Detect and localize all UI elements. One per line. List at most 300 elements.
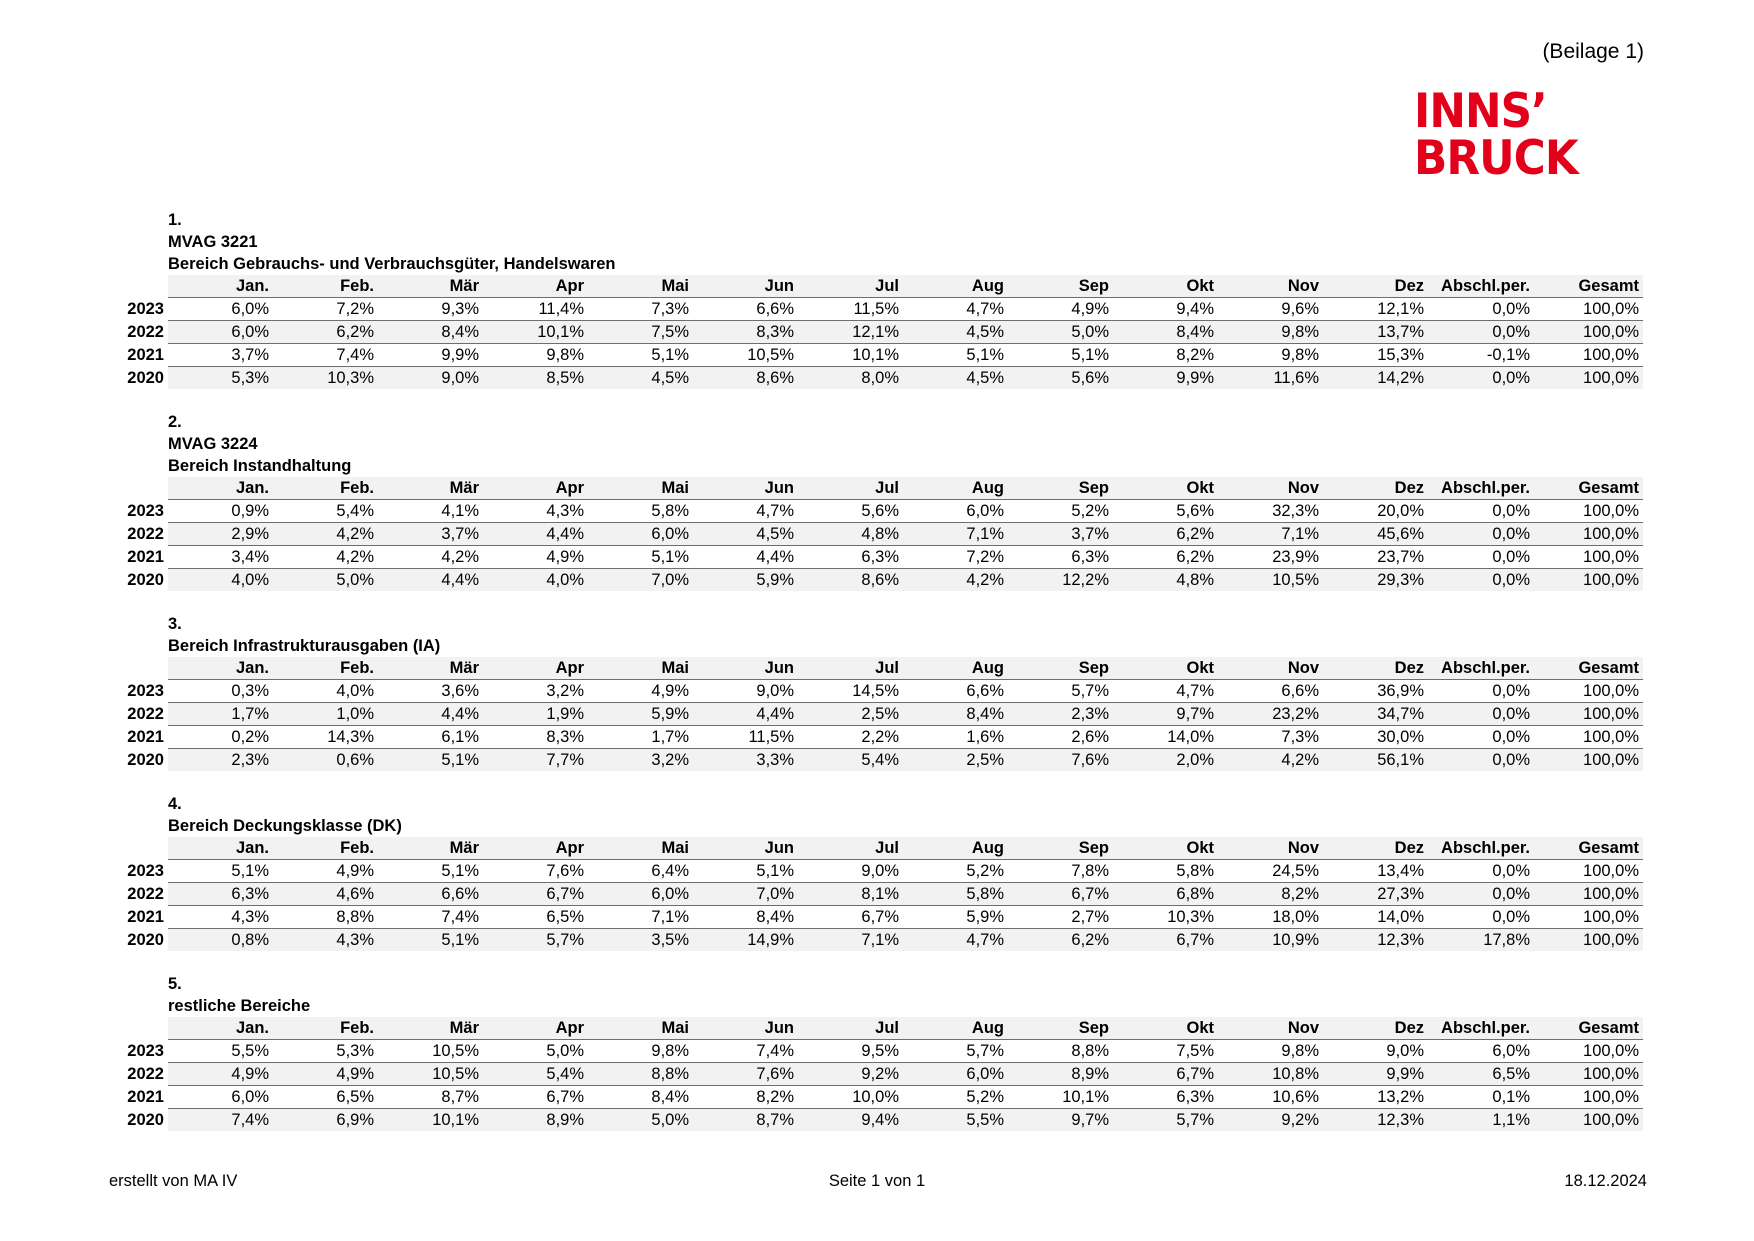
table-cell: 34,7% [1323, 703, 1428, 726]
table-cell: 8,2% [1113, 344, 1218, 367]
table-cell: 5,4% [483, 1063, 588, 1086]
column-header: Sep [1008, 275, 1113, 298]
table-cell: 1,7% [588, 726, 693, 749]
table-cell: 8,3% [483, 726, 588, 749]
table-cell: 7,1% [1218, 523, 1323, 546]
table-cell: -0,1% [1428, 344, 1534, 367]
section-heading-line: Bereich Instandhaltung [168, 457, 352, 475]
table-cell: 5,1% [378, 860, 483, 883]
table-cell: 4,0% [168, 569, 273, 592]
column-header: Jun [693, 275, 798, 298]
table-cell: 4,2% [1218, 749, 1323, 772]
table-cell: 2,5% [903, 749, 1008, 772]
table-cell: 12,1% [1323, 298, 1428, 321]
footer-page-number: Seite 1 von 1 [828, 1172, 926, 1190]
table-cell: 11,6% [1218, 367, 1323, 390]
table-cell: 32,3% [1218, 500, 1323, 523]
table-cell: 9,8% [588, 1040, 693, 1063]
table-header-row [118, 837, 1643, 860]
table-cell: 14,0% [1113, 726, 1218, 749]
table-cell: 8,3% [693, 321, 798, 344]
column-header: Mai [588, 477, 693, 500]
column-header: Jul [798, 657, 903, 680]
table-cell: 17,8% [1428, 929, 1534, 952]
header-corner [118, 657, 168, 680]
table-cell: 4,7% [693, 500, 798, 523]
column-header: Mär [378, 1017, 483, 1040]
table-cell: 3,5% [588, 929, 693, 952]
table-cell: 7,3% [1218, 726, 1323, 749]
table-cell: 8,5% [483, 367, 588, 390]
table-cell: 29,3% [1323, 569, 1428, 592]
table-cell: 8,6% [693, 367, 798, 390]
table-cell: 100,0% [1534, 546, 1643, 569]
table-cell: 6,0% [168, 321, 273, 344]
table-cell: 6,0% [588, 883, 693, 906]
table-row [118, 703, 1643, 726]
table-cell: 8,7% [378, 1086, 483, 1109]
table-cell: 6,1% [378, 726, 483, 749]
table-cell: 8,4% [693, 906, 798, 929]
percentage-table [118, 275, 1643, 389]
table-cell: 15,3% [1323, 344, 1428, 367]
header-corner [118, 837, 168, 860]
column-header: Nov [1218, 275, 1323, 298]
table-cell: 3,6% [378, 680, 483, 703]
row-year: 2020 [118, 749, 168, 772]
table-cell: 6,9% [273, 1109, 378, 1132]
table-cell: 8,8% [273, 906, 378, 929]
table-cell: 5,4% [273, 500, 378, 523]
column-header: Apr [483, 837, 588, 860]
table-cell: 4,6% [273, 883, 378, 906]
section-5 [118, 973, 1643, 1131]
column-header: Gesamt [1534, 1017, 1643, 1040]
table-cell: 10,3% [273, 367, 378, 390]
table-cell: 4,3% [483, 500, 588, 523]
table-cell: 4,7% [1113, 680, 1218, 703]
table-cell: 9,7% [1113, 703, 1218, 726]
table-cell: 4,4% [378, 703, 483, 726]
table-cell: 6,6% [903, 680, 1008, 703]
table-cell: 7,1% [798, 929, 903, 952]
table-cell: 6,7% [1113, 929, 1218, 952]
table-cell: 6,0% [903, 500, 1008, 523]
table-cell: 4,1% [378, 500, 483, 523]
section-heading [168, 209, 1643, 275]
table-cell: 7,0% [693, 883, 798, 906]
table-cell: 14,9% [693, 929, 798, 952]
column-header: Feb. [273, 275, 378, 298]
header-corner [118, 275, 168, 298]
section-heading-line: MVAG 3221 [168, 233, 258, 251]
table-cell: 1,7% [168, 703, 273, 726]
table-row [118, 298, 1643, 321]
table-cell: 100,0% [1534, 1086, 1643, 1109]
table-cell: 0,0% [1428, 860, 1534, 883]
table-cell: 9,8% [483, 344, 588, 367]
table-cell: 10,6% [1218, 1086, 1323, 1109]
column-header: Jun [693, 837, 798, 860]
table-cell: 0,0% [1428, 680, 1534, 703]
table-cell: 8,8% [588, 1063, 693, 1086]
table-cell: 6,5% [273, 1086, 378, 1109]
table-cell: 5,3% [273, 1040, 378, 1063]
table-cell: 7,5% [1113, 1040, 1218, 1063]
column-header: Jan. [168, 275, 273, 298]
table-cell: 9,2% [798, 1063, 903, 1086]
table-cell: 5,9% [903, 906, 1008, 929]
column-header: Jun [693, 477, 798, 500]
table-cell: 20,0% [1323, 500, 1428, 523]
table-cell: 9,9% [1113, 367, 1218, 390]
table-cell: 5,1% [378, 749, 483, 772]
table-cell: 100,0% [1534, 749, 1643, 772]
table-cell: 0,0% [1428, 703, 1534, 726]
column-header: Jan. [168, 477, 273, 500]
table-cell: 4,2% [273, 523, 378, 546]
row-year: 2022 [118, 703, 168, 726]
table-cell: 12,1% [798, 321, 903, 344]
column-header: Jan. [168, 1017, 273, 1040]
table-cell: 5,7% [1113, 1109, 1218, 1132]
column-header: Aug [903, 1017, 1008, 1040]
column-header: Gesamt [1534, 275, 1643, 298]
table-cell: 5,0% [483, 1040, 588, 1063]
column-header: Mai [588, 837, 693, 860]
table-cell: 2,3% [168, 749, 273, 772]
table-cell: 14,2% [1323, 367, 1428, 390]
column-header: Sep [1008, 837, 1113, 860]
table-cell: 5,1% [1008, 344, 1113, 367]
table-cell: 0,8% [168, 929, 273, 952]
table-cell: 11,5% [798, 298, 903, 321]
table-cell: 13,2% [1323, 1086, 1428, 1109]
table-cell: 1,9% [483, 703, 588, 726]
column-header: Dez [1323, 837, 1428, 860]
logo-line-2: BRUCK [1414, 131, 1578, 186]
column-header: Feb. [273, 837, 378, 860]
table-cell: 8,7% [693, 1109, 798, 1132]
table-cell: 1,6% [903, 726, 1008, 749]
table-cell: 5,1% [693, 860, 798, 883]
column-header: Aug [903, 477, 1008, 500]
table-cell: 7,6% [693, 1063, 798, 1086]
table-cell: 7,4% [168, 1109, 273, 1132]
table-cell: 0,0% [1428, 883, 1534, 906]
table-row [118, 1109, 1643, 1132]
table-cell: 9,8% [1218, 1040, 1323, 1063]
column-header: Jul [798, 1017, 903, 1040]
column-header: Gesamt [1534, 837, 1643, 860]
table-cell: 10,5% [378, 1063, 483, 1086]
table-cell: 4,4% [378, 569, 483, 592]
row-year: 2023 [118, 680, 168, 703]
table-cell: 6,7% [1008, 883, 1113, 906]
table-cell: 11,5% [693, 726, 798, 749]
table-cell: 5,5% [168, 1040, 273, 1063]
table-cell: 10,1% [378, 1109, 483, 1132]
column-header: Mär [378, 837, 483, 860]
table-cell: 7,2% [273, 298, 378, 321]
column-header: Abschl.per. [1428, 275, 1534, 298]
table-cell: 5,6% [1113, 500, 1218, 523]
table-cell: 7,6% [1008, 749, 1113, 772]
table-row [118, 321, 1643, 344]
table-cell: 8,9% [1008, 1063, 1113, 1086]
row-year: 2020 [118, 1109, 168, 1132]
table-cell: 6,0% [588, 523, 693, 546]
table-cell: 6,2% [1008, 929, 1113, 952]
column-header: Jun [693, 1017, 798, 1040]
table-cell: 4,3% [168, 906, 273, 929]
section-heading [168, 411, 1643, 477]
column-header: Nov [1218, 1017, 1323, 1040]
table-cell: 0,2% [168, 726, 273, 749]
table-header-row [118, 477, 1643, 500]
table-cell: 7,4% [378, 906, 483, 929]
table-cell: 6,7% [483, 1086, 588, 1109]
table-cell: 0,0% [1428, 523, 1534, 546]
footer-author: erstellt von MA IV [109, 1172, 238, 1190]
section-heading-line: Bereich Gebrauchs- und Verbrauchsgüter, Handelswaren [168, 255, 616, 273]
table-cell: 8,9% [483, 1109, 588, 1132]
table-cell: 6,5% [483, 906, 588, 929]
column-header: Mai [588, 275, 693, 298]
table-cell: 0,0% [1428, 500, 1534, 523]
column-header: Apr [483, 1017, 588, 1040]
column-header: Nov [1218, 837, 1323, 860]
table-cell: 4,7% [903, 929, 1008, 952]
row-year: 2023 [118, 860, 168, 883]
table-cell: 3,7% [378, 523, 483, 546]
section-heading [168, 793, 1643, 837]
table-cell: 2,6% [1008, 726, 1113, 749]
section-heading-line: 2. [168, 413, 182, 431]
column-header: Jul [798, 275, 903, 298]
table-row [118, 929, 1643, 952]
table-header-row [118, 1017, 1643, 1040]
column-header: Okt [1113, 1017, 1218, 1040]
section-heading-line: 4. [168, 795, 182, 813]
table-cell: 23,7% [1323, 546, 1428, 569]
table-cell: 5,8% [903, 883, 1008, 906]
table-cell: 7,1% [588, 906, 693, 929]
table-cell: 7,4% [693, 1040, 798, 1063]
column-header: Aug [903, 837, 1008, 860]
table-cell: 7,5% [588, 321, 693, 344]
row-year: 2023 [118, 298, 168, 321]
section-heading-line: 3. [168, 615, 182, 633]
table-cell: 5,2% [903, 860, 1008, 883]
table-cell: 100,0% [1534, 703, 1643, 726]
table-row [118, 546, 1643, 569]
table-cell: 7,3% [588, 298, 693, 321]
section-heading-line: Bereich Infrastrukturausgaben (IA) [168, 637, 441, 655]
table-cell: 5,8% [1113, 860, 1218, 883]
table-cell: 6,3% [798, 546, 903, 569]
table-cell: 100,0% [1534, 569, 1643, 592]
table-cell: 9,8% [1218, 321, 1323, 344]
logo-line-1: INNS’ [1414, 84, 1547, 139]
row-year: 2021 [118, 906, 168, 929]
table-cell: 10,1% [483, 321, 588, 344]
table-cell: 9,9% [1323, 1063, 1428, 1086]
column-header: Jul [798, 477, 903, 500]
section-4 [118, 793, 1643, 951]
table-cell: 8,2% [693, 1086, 798, 1109]
table-row [118, 1040, 1643, 1063]
innsbruck-logo [1414, 84, 1614, 186]
table-cell: 100,0% [1534, 906, 1643, 929]
section-3 [118, 613, 1643, 771]
table-cell: 4,0% [483, 569, 588, 592]
table-cell: 56,1% [1323, 749, 1428, 772]
table-cell: 18,0% [1218, 906, 1323, 929]
table-cell: 7,6% [483, 860, 588, 883]
table-cell: 100,0% [1534, 726, 1643, 749]
table-cell: 8,8% [1008, 1040, 1113, 1063]
column-header: Sep [1008, 477, 1113, 500]
table-cell: 3,7% [1008, 523, 1113, 546]
table-cell: 12,3% [1323, 929, 1428, 952]
table-cell: 6,0% [1428, 1040, 1534, 1063]
table-row [118, 1063, 1643, 1086]
column-header: Jan. [168, 837, 273, 860]
table-cell: 4,7% [903, 298, 1008, 321]
attachment-label: (Beilage 1) [1542, 40, 1644, 63]
table-cell: 4,5% [903, 367, 1008, 390]
table-cell: 5,0% [273, 569, 378, 592]
section-heading-line: 5. [168, 975, 182, 993]
column-header: Gesamt [1534, 477, 1643, 500]
column-header: Okt [1113, 837, 1218, 860]
table-cell: 6,5% [1428, 1063, 1534, 1086]
table-cell: 0,0% [1428, 321, 1534, 344]
row-year: 2021 [118, 546, 168, 569]
table-cell: 6,7% [1113, 1063, 1218, 1086]
table-cell: 2,3% [1008, 703, 1113, 726]
table-cell: 8,4% [1113, 321, 1218, 344]
table-cell: 11,4% [483, 298, 588, 321]
footer-date: 18.12.2024 [1564, 1172, 1647, 1190]
row-year: 2022 [118, 1063, 168, 1086]
table-cell: 8,6% [798, 569, 903, 592]
table-cell: 23,9% [1218, 546, 1323, 569]
table-cell: 8,4% [588, 1086, 693, 1109]
table-cell: 10,5% [1218, 569, 1323, 592]
table-cell: 100,0% [1534, 1109, 1643, 1132]
percentage-table [118, 837, 1643, 951]
table-cell: 9,5% [798, 1040, 903, 1063]
column-header: Mär [378, 477, 483, 500]
table-cell: 4,4% [693, 546, 798, 569]
column-header: Apr [483, 657, 588, 680]
column-header: Abschl.per. [1428, 657, 1534, 680]
table-cell: 6,3% [1008, 546, 1113, 569]
table-row [118, 523, 1643, 546]
table-cell: 5,2% [1008, 500, 1113, 523]
table-cell: 5,1% [588, 344, 693, 367]
table-cell: 6,4% [588, 860, 693, 883]
table-cell: 2,2% [798, 726, 903, 749]
table-cell: 0,0% [1428, 298, 1534, 321]
table-cell: 100,0% [1534, 367, 1643, 390]
table-cell: 6,0% [903, 1063, 1008, 1086]
table-cell: 8,2% [1218, 883, 1323, 906]
table-row [118, 680, 1643, 703]
table-header-row [118, 275, 1643, 298]
table-cell: 5,4% [798, 749, 903, 772]
column-header: Abschl.per. [1428, 477, 1534, 500]
column-header: Dez [1323, 477, 1428, 500]
table-cell: 7,8% [1008, 860, 1113, 883]
column-header: Jul [798, 837, 903, 860]
table-cell: 4,9% [168, 1063, 273, 1086]
table-row [118, 500, 1643, 523]
table-cell: 13,7% [1323, 321, 1428, 344]
section-heading-line: MVAG 3224 [168, 435, 258, 453]
table-cell: 5,1% [378, 929, 483, 952]
row-year: 2020 [118, 367, 168, 390]
table-cell: 7,7% [483, 749, 588, 772]
column-header: Nov [1218, 657, 1323, 680]
row-year: 2020 [118, 929, 168, 952]
table-cell: 100,0% [1534, 680, 1643, 703]
table-cell: 12,3% [1323, 1109, 1428, 1132]
column-header: Sep [1008, 657, 1113, 680]
section-heading [168, 613, 1643, 657]
table-cell: 6,7% [798, 906, 903, 929]
column-header: Okt [1113, 275, 1218, 298]
table-cell: 4,9% [273, 860, 378, 883]
table-cell: 100,0% [1534, 321, 1643, 344]
table-cell: 10,1% [798, 344, 903, 367]
table-cell: 0,0% [1428, 726, 1534, 749]
row-year: 2022 [118, 523, 168, 546]
table-cell: 9,4% [798, 1109, 903, 1132]
column-header: Mär [378, 657, 483, 680]
table-cell: 0,6% [273, 749, 378, 772]
table-cell: 4,9% [588, 680, 693, 703]
header-corner [118, 477, 168, 500]
table-cell: 9,6% [1218, 298, 1323, 321]
row-year: 2021 [118, 726, 168, 749]
table-cell: 9,9% [378, 344, 483, 367]
table-cell: 6,3% [1113, 1086, 1218, 1109]
table-cell: 0,1% [1428, 1086, 1534, 1109]
table-cell: 8,0% [798, 367, 903, 390]
table-cell: 0,0% [1428, 546, 1534, 569]
table-cell: 4,0% [273, 680, 378, 703]
row-year: 2020 [118, 569, 168, 592]
table-cell: 45,6% [1323, 523, 1428, 546]
sections-container [118, 209, 1643, 1153]
column-header: Mär [378, 275, 483, 298]
table-cell: 27,3% [1323, 883, 1428, 906]
column-header: Gesamt [1534, 657, 1643, 680]
column-header: Jan. [168, 657, 273, 680]
table-row [118, 1086, 1643, 1109]
table-cell: 4,4% [483, 523, 588, 546]
table-cell: 30,0% [1323, 726, 1428, 749]
row-year: 2023 [118, 500, 168, 523]
table-cell: 5,9% [588, 703, 693, 726]
column-header: Dez [1323, 275, 1428, 298]
table-cell: 5,1% [588, 546, 693, 569]
table-cell: 5,6% [798, 500, 903, 523]
table-cell: 100,0% [1534, 298, 1643, 321]
